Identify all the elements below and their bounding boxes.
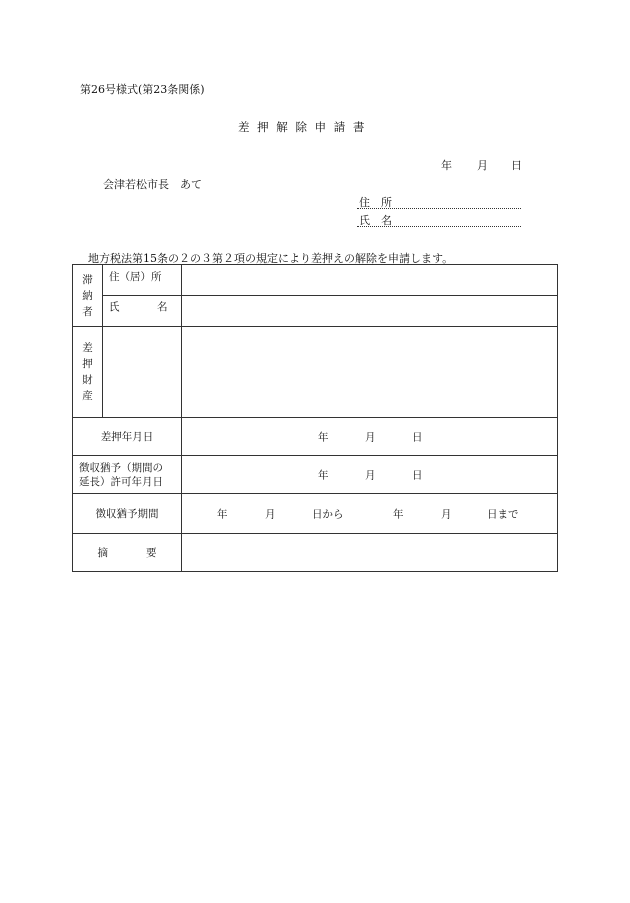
applicant-name-line[interactable] (357, 226, 521, 227)
address-field[interactable] (182, 265, 558, 296)
application-statement: 地方税法第15条の２の３第２項の規定により差押えの解除を申請します。 (88, 252, 454, 265)
seizure-date-field[interactable]: 年 月 日 (182, 418, 558, 456)
seized-property-field-left[interactable] (103, 327, 182, 418)
address-label: 住（居）所 (103, 265, 182, 296)
seizure-date-label: 差押年月日 (73, 418, 182, 456)
addressee: 会津若松市長 あて (103, 178, 202, 191)
date-month-label: 月 (477, 159, 488, 172)
date-day-label: 日 (511, 159, 522, 172)
seized-property-header: 差 押 財 産 (73, 327, 103, 418)
document-title: 差 押 解 除 申 請 書 (238, 120, 367, 134)
applicant-name-label: 氏 名 (359, 214, 392, 227)
grace-period-label: 徴収猶予期間 (73, 494, 182, 534)
grace-permission-date-label: 徴収猶予（期間の 延長）許可年月日 (73, 456, 182, 494)
applicant-address-label: 住 所 (359, 196, 392, 209)
seized-property-field[interactable] (182, 327, 558, 418)
date-year-label: 年 (441, 159, 452, 172)
application-table (72, 264, 558, 572)
delinquent-header: 滞 納 者 (73, 265, 103, 327)
grace-period-field[interactable]: 年 月 日から 年 月 日まで (182, 494, 558, 534)
name-label: 氏 名 (103, 296, 182, 327)
remarks-field[interactable] (182, 534, 558, 572)
applicant-address-line[interactable] (357, 208, 521, 209)
name-field[interactable] (182, 296, 558, 327)
remarks-label: 摘 要 (73, 534, 182, 572)
form-number: 第26号様式(第23条関係) (80, 83, 205, 96)
grace-permission-date-field[interactable]: 年 月 日 (182, 456, 558, 494)
